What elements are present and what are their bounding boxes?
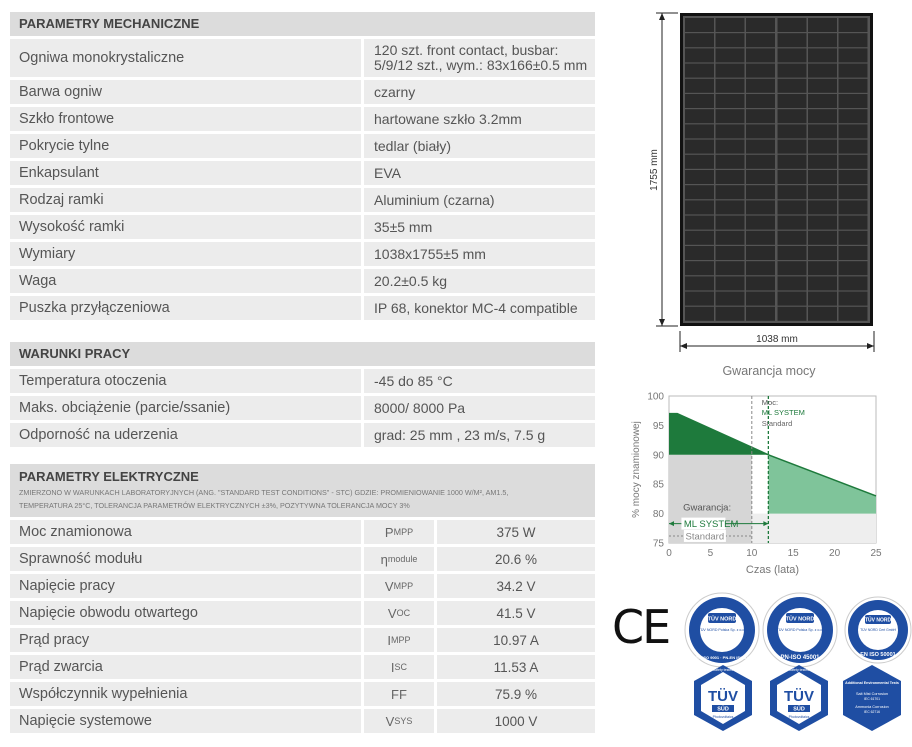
row-label: Napięcie systemowe: [10, 709, 361, 733]
row-label: Prąd zwarcia: [10, 655, 361, 679]
spacer: [10, 447, 595, 464]
solar-cell: [778, 200, 807, 214]
cert-ring: EN ISO 50001: [860, 652, 896, 658]
row-value: grad: 25 mm , 23 m/s, 7.5 g: [364, 423, 595, 447]
spacer: [10, 320, 595, 342]
solar-cell: [808, 18, 837, 32]
table-row: [10, 161, 595, 185]
row-value: czarny: [364, 80, 595, 104]
table-row: [10, 369, 595, 393]
row-value: tedlar (biały): [364, 134, 595, 158]
table-row: [10, 655, 595, 679]
solar-cell: [685, 18, 714, 32]
row-value: 1000 V: [437, 709, 595, 733]
solar-cell: [746, 307, 775, 321]
solar-cell: [746, 109, 775, 123]
cert-top: Safety tested: [712, 668, 734, 672]
cert-brand: TÜV NORD: [864, 617, 892, 624]
row-value: 11.53 A: [437, 655, 595, 679]
row-value: 35±5 mm: [364, 215, 595, 239]
cert-ring: PN-ISO 45001: [780, 655, 820, 661]
table-row: [10, 396, 595, 420]
solar-cell: [746, 79, 775, 93]
solar-cell: [778, 124, 807, 138]
solar-cell: [839, 94, 868, 108]
solar-cell: [808, 124, 837, 138]
row-value: 375 W: [437, 520, 595, 544]
electrical-title: PARAMETRY ELEKTRYCZNE: [19, 469, 199, 484]
solar-cell: [716, 276, 745, 290]
row-value: EVA: [364, 161, 595, 185]
solar-cell: [716, 48, 745, 62]
solar-cell: [808, 109, 837, 123]
solar-cell: [778, 33, 807, 47]
solar-panel-image: [680, 13, 873, 326]
cert-sub: SÜD: [793, 706, 805, 713]
solar-cell: [716, 292, 745, 306]
y-tick-label: 100: [647, 391, 664, 403]
mechanical-title: PARAMETRY MECHANICZNE: [10, 12, 595, 36]
solar-cell: [808, 48, 837, 62]
solar-cell: [716, 231, 745, 245]
solar-cell: [685, 79, 714, 93]
legend-title: Moc:: [761, 398, 779, 407]
solar-cell: [716, 216, 745, 230]
solar-cell: [839, 216, 868, 230]
tuv-nord-logo-3: [845, 597, 911, 663]
solar-cell: [808, 307, 837, 321]
symbol-sub: SYS: [394, 716, 413, 726]
solar-cell: [778, 276, 807, 290]
note-line: ZMIERZONO W WARUNKACH LABORATORYJNYCH (ANG. "STANDARD TEST CONDITIONS" - STC) GDZIE: PROMIENIOWANIE 1000 W/M², AM1.5,: [19, 488, 509, 497]
solar-cell: [746, 216, 775, 230]
solar-cell: [716, 79, 745, 93]
table-row: [10, 39, 595, 77]
solar-cell: [778, 94, 807, 108]
solar-cell: [839, 246, 868, 260]
x-tick-label: 5: [707, 548, 714, 559]
row-label: Napięcie obwodu otwartego: [10, 601, 361, 625]
solar-cell: [778, 64, 807, 78]
solar-cell: [746, 18, 775, 32]
solar-cell: [746, 170, 775, 184]
solar-cell: [716, 94, 745, 108]
solar-cell: [778, 307, 807, 321]
row-symbol: [364, 547, 434, 571]
row-label: Enkapsulant: [10, 161, 361, 185]
row-symbol: [364, 574, 434, 598]
solar-cell: [746, 140, 775, 154]
solar-cell: [839, 231, 868, 245]
power-warranty-chart: [631, 392, 882, 577]
x-tick-label: 25: [870, 548, 882, 559]
badge-line: Additional Environmental Tests: [845, 681, 899, 685]
solar-cell: [808, 292, 837, 306]
solar-cell: [778, 155, 807, 169]
table-row: [10, 215, 595, 239]
cert-brand: TÜV NORD: [707, 616, 737, 623]
y-axis-label: % mocy znamionowej: [631, 421, 642, 518]
row-symbol: [364, 655, 434, 679]
solar-cell: [808, 140, 837, 154]
solar-cell: [716, 185, 745, 199]
electrical-rows: [10, 520, 595, 733]
cert-sub: TÜV NORD Polska Sp. z o.o.: [698, 628, 746, 632]
solar-cell: [839, 170, 868, 184]
solar-cell: [746, 124, 775, 138]
row-symbol: [364, 628, 434, 652]
solar-cell: [685, 170, 714, 184]
solar-cell: [778, 48, 807, 62]
row-label: Maks. obciążenie (parcie/ssanie): [10, 396, 361, 420]
row-value: IP 68, konektor MC-4 compatible: [364, 296, 595, 320]
solar-cell: [746, 231, 775, 245]
solar-cell: [716, 307, 745, 321]
solar-cell: [685, 200, 714, 214]
table-row: [10, 107, 595, 131]
solar-cell: [685, 185, 714, 199]
row-label: Prąd pracy: [10, 628, 361, 652]
symbol-main: V: [385, 713, 395, 729]
row-label: Waga: [10, 269, 361, 293]
solar-cell: [808, 216, 837, 230]
symbol-sub: SC: [394, 662, 408, 672]
row-label: Temperatura otoczenia: [10, 369, 361, 393]
solar-cell: [685, 48, 714, 62]
table-row: [10, 601, 595, 625]
tuv-sud-logo-1: [694, 665, 752, 731]
solar-cell: [685, 292, 714, 306]
cert-sub: TÜV NORD Polska Sp. z o.o.: [776, 628, 824, 632]
solar-cell: [685, 64, 714, 78]
row-label: Szkło frontowe: [10, 107, 361, 131]
y-tick-label: 90: [652, 450, 664, 462]
warranty-label: Gwarancja:: [683, 502, 732, 514]
badge-line: IEC 61701: [863, 697, 881, 701]
warranty-std-label: Standard: [685, 531, 725, 543]
solar-cell: [778, 140, 807, 154]
spec-tables: [10, 12, 595, 733]
solar-cell: [839, 292, 868, 306]
solar-cell: [778, 292, 807, 306]
table-row: [10, 682, 595, 706]
solar-cell: [746, 185, 775, 199]
row-symbol: [364, 682, 434, 706]
cert-brand: TÜV NORD: [785, 616, 815, 623]
solar-cell: [746, 246, 775, 260]
solar-cell: [685, 124, 714, 138]
solar-cell: [685, 33, 714, 47]
row-symbol: [364, 601, 434, 625]
ce-mark-logo: CE: [612, 600, 670, 654]
tuv-nord-logo-2: [763, 593, 837, 667]
table-row: [10, 80, 595, 104]
table-row: [10, 242, 595, 266]
solar-cell: [808, 185, 837, 199]
table-row: [10, 574, 595, 598]
solar-cell: [808, 94, 837, 108]
chart-title: Gwarancja mocy: [722, 364, 816, 378]
row-label: Rodzaj ramki: [10, 188, 361, 212]
tuv-nord-logo-1: [685, 593, 759, 667]
panel-width-label: 1038 mm: [756, 334, 798, 345]
cert-sub: TÜV NORD Cert GmbH: [860, 628, 896, 632]
row-label: Współczynnik wypełnienia: [10, 682, 361, 706]
solar-cell: [716, 109, 745, 123]
row-symbol: [364, 520, 434, 544]
solar-cell: [839, 33, 868, 47]
row-symbol: [364, 709, 434, 733]
x-tick-label: 20: [829, 548, 841, 559]
table-row: [10, 547, 595, 571]
row-value: -45 do 85 °C: [364, 369, 595, 393]
table-row: [10, 188, 595, 212]
solar-cell: [716, 155, 745, 169]
solar-cell: [808, 155, 837, 169]
operating-title: WARUNKI PRACY: [10, 342, 595, 366]
solar-cell: [778, 79, 807, 93]
table-row: [10, 423, 595, 447]
solar-cell: [778, 216, 807, 230]
solar-cell: [839, 109, 868, 123]
tuv-sud-logo-2: [770, 665, 828, 731]
table-row: [10, 709, 595, 733]
y-tick-label: 75: [652, 538, 664, 550]
solar-cell: [839, 261, 868, 275]
solar-cell: [746, 48, 775, 62]
row-label: Ogniwa monokrystaliczne: [10, 39, 361, 77]
row-label: Napięcie pracy: [10, 574, 361, 598]
environmental-tests-badge: [843, 665, 901, 731]
solar-cell: [746, 292, 775, 306]
table-row: [10, 296, 595, 320]
solar-cell: [839, 140, 868, 154]
row-label: Sprawność modułu: [10, 547, 361, 571]
legend-ml: ML SYSTEM: [761, 408, 805, 417]
solar-cell: [778, 109, 807, 123]
symbol-main: P: [384, 524, 394, 540]
badge-line: Salt Mist Corrosion: [855, 692, 889, 696]
x-tick-label: 10: [746, 548, 758, 559]
solar-cell: [839, 18, 868, 32]
row-label: Pokrycie tylne: [10, 134, 361, 158]
row-value: hartowane szkło 3.2mm: [364, 107, 595, 131]
solar-cell: [716, 246, 745, 260]
row-label: Odporność na uderzenia: [10, 423, 361, 447]
legend-standard: Standard: [761, 419, 793, 428]
solar-cell: [808, 261, 837, 275]
x-axis-label: Czas (lata): [745, 564, 800, 576]
solar-cell: [839, 48, 868, 62]
table-row: [10, 628, 595, 652]
symbol-main: FF: [391, 686, 407, 702]
warranty-ml-label: ML SYSTEM: [683, 519, 739, 531]
solar-cell: [746, 200, 775, 214]
solar-cell: [778, 18, 807, 32]
row-value: Aluminium (czarna): [364, 188, 595, 212]
row-value: 8000/ 8000 Pa: [364, 396, 595, 420]
solar-cell: [808, 33, 837, 47]
cert-brand: TÜV: [708, 688, 738, 705]
solar-cell: [716, 140, 745, 154]
row-value: [364, 39, 595, 77]
solar-cell: [808, 231, 837, 245]
solar-cell: [839, 64, 868, 78]
solar-cell: [839, 79, 868, 93]
solar-cell: [839, 155, 868, 169]
solar-cell: [746, 33, 775, 47]
x-tick-label: 0: [666, 548, 672, 559]
solar-cell: [716, 33, 745, 47]
note-line: TEMPERATURA 25°C, TOLERANCJA PARAMETRÓW ELEKTRYCZNYCH ±3%, POZYTYWNA TOLERANCJA MOCY 3%: [19, 501, 410, 510]
solar-cell: [685, 231, 714, 245]
solar-cell: [685, 140, 714, 154]
value-line: 120 szt. front contact, busbar:: [374, 42, 559, 58]
cert-top: Safety tested: [788, 668, 810, 672]
solar-cell: [839, 200, 868, 214]
row-value: 20.2±0.5 kg: [364, 269, 595, 293]
solar-cell: [685, 276, 714, 290]
panel-height-label: 1755 mm: [649, 149, 660, 191]
symbol-main: η: [380, 551, 388, 567]
row-label: Puszka przyłączeniowa: [10, 296, 361, 320]
row-value: 41.5 V: [437, 601, 595, 625]
solar-cell: [778, 246, 807, 260]
solar-cell: [685, 307, 714, 321]
solar-cell: [839, 185, 868, 199]
row-label: Moc znamionowa: [10, 520, 361, 544]
table-row: [10, 134, 595, 158]
solar-cell: [808, 64, 837, 78]
solar-cell: [778, 185, 807, 199]
x-tick-label: 15: [787, 548, 799, 559]
badge-line: Ammonia Corrosion: [855, 705, 889, 709]
row-value: 1038x1755±5 mm: [364, 242, 595, 266]
solar-cell: [839, 276, 868, 290]
y-tick-label: 80: [652, 509, 664, 521]
solar-cell: [685, 109, 714, 123]
symbol-sub: MPP: [393, 581, 414, 591]
table-row: [10, 269, 595, 293]
solar-cell: [839, 307, 868, 321]
symbol-main: I: [387, 632, 392, 648]
solar-cell: [746, 64, 775, 78]
solar-cell: [685, 155, 714, 169]
solar-cell: [808, 276, 837, 290]
solar-cell: [716, 200, 745, 214]
solar-cell: [746, 155, 775, 169]
solar-cell: [778, 170, 807, 184]
solar-cell: [716, 261, 745, 275]
symbol-sub: MPP: [391, 635, 411, 645]
solar-cell: [746, 276, 775, 290]
row-value: 75.9 %: [437, 682, 595, 706]
row-value: 20.6 %: [437, 547, 595, 571]
solar-cell: [808, 200, 837, 214]
solar-cell: [808, 170, 837, 184]
standard-area-tail: [752, 514, 876, 543]
solar-cell: [685, 261, 714, 275]
solar-cell: [716, 170, 745, 184]
badge-line: IEC 62716: [863, 710, 881, 714]
solar-cell: [746, 261, 775, 275]
solar-cell: [685, 216, 714, 230]
row-label: Wysokość ramki: [10, 215, 361, 239]
table-row: [10, 520, 595, 544]
value-line: 5/9/12 szt., wym.: 83x166±0.5 mm: [374, 57, 588, 73]
symbol-main: I: [390, 659, 395, 675]
cert-sub: SÜD: [717, 706, 729, 713]
symbol-main: V: [387, 605, 397, 621]
electrical-header: [10, 464, 595, 517]
symbol-main: V: [384, 578, 394, 594]
cert-ring: PN-EN ISO 9001 · PN-EN ISO 14001: [688, 655, 756, 660]
solar-cell: [716, 124, 745, 138]
solar-cell: [778, 261, 807, 275]
solar-cell: [716, 18, 745, 32]
solar-cell: [685, 94, 714, 108]
symbol-sub: MPP: [393, 527, 414, 537]
y-tick-label: 95: [652, 420, 664, 432]
solar-cell: [746, 94, 775, 108]
electrical-note: [19, 486, 586, 512]
symbol-sub: module: [387, 554, 418, 564]
row-label: Wymiary: [10, 242, 361, 266]
y-tick-label: 85: [652, 479, 664, 491]
solar-cell: [839, 124, 868, 138]
cert-bottom: Photovoltaics: [788, 715, 810, 719]
solar-cell: [778, 231, 807, 245]
cert-brand: TÜV: [784, 688, 814, 705]
solar-cell: [808, 246, 837, 260]
cert-bottom: Photovoltaics: [712, 715, 734, 719]
symbol-sub: OC: [396, 608, 411, 618]
row-value: 34.2 V: [437, 574, 595, 598]
solar-cell: [808, 79, 837, 93]
row-value: 10.97 A: [437, 628, 595, 652]
row-label: Barwa ogniw: [10, 80, 361, 104]
solar-cell: [685, 246, 714, 260]
solar-cell: [716, 64, 745, 78]
